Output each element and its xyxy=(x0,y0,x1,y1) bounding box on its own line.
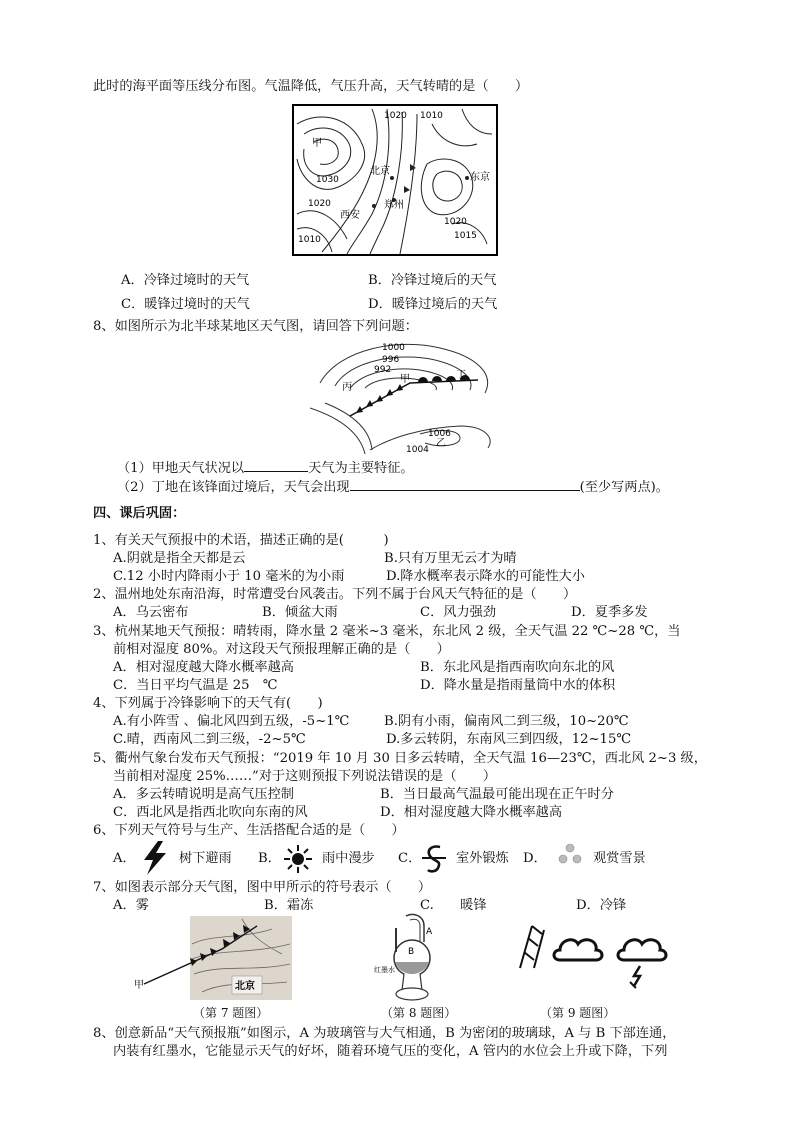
sub-question-1-text: （1）甲地天气状况以 xyxy=(117,461,245,476)
option-b: B．当日最高气温最可能出现在正午时分 xyxy=(380,787,614,802)
sub-question-1-tail: 天气为主要特征。 xyxy=(308,461,414,476)
map-label: 北京 xyxy=(370,166,390,177)
option-d: D． xyxy=(523,851,547,866)
option-d: D．相对湿度越大降水概率越高 xyxy=(380,805,563,820)
option-c: C． xyxy=(398,851,422,866)
map-label: 郑州 xyxy=(384,200,404,211)
sun-icon xyxy=(283,844,313,878)
map-label: 1015 xyxy=(454,231,477,241)
question-stem: 4、下列属于冷锋影响下的天气有( ) xyxy=(93,696,323,711)
answer-blank[interactable] xyxy=(350,477,580,491)
option-a: A．乌云密布 xyxy=(113,605,189,620)
answer-blank[interactable] xyxy=(244,458,308,472)
option-b: B．冷锋过境后的天气 xyxy=(368,273,497,288)
question-stem: 1、有关天气预报中的术语，描述正确的是( ) xyxy=(93,533,389,548)
option-b: B．倾盆大雨 xyxy=(262,605,338,620)
option-b: B.只有万里无云才为晴 xyxy=(384,551,517,566)
option-a-text: 树下避雨 xyxy=(179,851,232,866)
figure-8-bottle xyxy=(374,912,444,1008)
question-stem: 2、温州地处东南沿海，时常遭受台风袭击。下列不属于台风天气特征的是（ ） xyxy=(93,587,577,602)
option-b-text: 雨中漫步 xyxy=(322,851,375,866)
question-stem: 5、衢州气象台发布天气预报：“2019 年 10 月 30 日多云转晴，全天气温 16—23℃，西北风 2~3 级， xyxy=(93,751,707,766)
figure-caption: （第 7 题图） xyxy=(193,1006,269,1020)
map-label: 996 xyxy=(382,355,400,365)
option-a: A．相对湿度越大降水概率越高 xyxy=(113,660,294,675)
map-label: 1020 xyxy=(384,111,407,121)
map-label: 西安 xyxy=(340,210,360,221)
figure-9-weather-symbols xyxy=(512,922,678,998)
option-d-text: 观赏雪景 xyxy=(593,851,646,866)
option-c: C. 暖锋 xyxy=(420,898,487,913)
thunderstorm-icon xyxy=(138,840,172,880)
option-d: D.降水概率表示降水的可能性大小 xyxy=(386,569,585,584)
map-label: 丁 xyxy=(456,370,466,381)
question-stem: 8、如图所示为北半球某地区天气图，请回答下列问题： xyxy=(93,319,418,334)
question-stem-cont: 内装有红墨水，它能显示天气的好坏，随着环境气压的变化，A 管内的水位会上升或下降，下列 xyxy=(113,1044,668,1059)
option-d: D．降水量是指雨量筒中水的体积 xyxy=(420,678,616,693)
option-a: A．雾 xyxy=(113,898,149,913)
option-c: C．西北风是指西北吹向东南的风 xyxy=(113,805,308,820)
option-b: B．东北风是指西南吹向东北的风 xyxy=(420,660,615,675)
option-c: C.12 小时内降雨小于 10 毫米的为小雨 xyxy=(113,569,345,584)
map-label: 甲 xyxy=(400,374,410,385)
question-stem: 8、创意新品“天气预报瓶”如图示，A 为玻璃管与大气相通，B 为密闭的玻璃球，A 与 B 下部连通， xyxy=(93,1026,676,1041)
fig7-label: 甲 xyxy=(134,980,144,991)
map-label: 1000 xyxy=(382,343,405,353)
sub-question-1 xyxy=(117,458,414,478)
option-a: A.有小阵雪 、偏北风四到五级，-5~1℃ xyxy=(113,714,350,729)
option-d: D.多云转阴，东南风三到四级，12~15℃ xyxy=(386,732,632,747)
option-a: A． xyxy=(113,851,136,866)
figure-7-map xyxy=(132,914,294,1004)
option-c: C．当日平均气温是 25 ℃ xyxy=(113,678,278,693)
map-label: 1006 xyxy=(428,429,451,439)
option-d: D．暖锋过境后的天气 xyxy=(368,297,498,312)
map-label: 乙 xyxy=(436,438,446,449)
snow-icon xyxy=(555,842,585,872)
question-stem: 3、杭州某地天气预报：晴转雨，降水量 2 毫米~3 毫米，东北风 2 级，全天气温 22 ℃~28 ℃，当 xyxy=(93,624,681,639)
option-b: B.阴有小雨，偏南风二到三级，10~20℃ xyxy=(384,714,629,729)
option-c: C.晴，西南风二到三级，-2~5℃ xyxy=(113,732,306,747)
map-label: 1010 xyxy=(298,235,321,245)
section-title: 四、课后巩固： xyxy=(93,506,186,521)
fig8-label: B xyxy=(408,947,415,957)
option-a: A．多云转晴说明是高气压控制 xyxy=(113,787,294,802)
option-a: A.阴就是指全天都是云 xyxy=(113,551,246,566)
question-stem-cont: 当前相对湿度 25%……”对于这则预报下列说法错误的是（ ） xyxy=(113,769,497,784)
map-label: 东京 xyxy=(470,172,490,183)
question-stem: 6、下列天气符号与生产、生活搭配合适的是（ ） xyxy=(93,823,405,838)
sub-question-2-text: （2）丁地在该锋面过境后，天气会出现 xyxy=(117,480,350,495)
map-label: 1020 xyxy=(308,199,331,209)
isobar-map xyxy=(292,104,498,260)
option-c: C．风力强劲 xyxy=(420,605,497,620)
typhoon-icon xyxy=(420,842,448,878)
weather-front-map xyxy=(310,338,500,458)
map-label: 丙 xyxy=(342,382,352,393)
fig8-label: A xyxy=(426,927,433,937)
option-b: B． xyxy=(258,851,281,866)
map-label: 甲 xyxy=(312,138,322,149)
map-label: 1020 xyxy=(444,217,467,227)
sub-question-2 xyxy=(117,477,669,497)
map-label: 1030 xyxy=(316,175,339,185)
figure-caption: （第 8 题图） xyxy=(381,1006,457,1020)
fig8-label: 红墨水 xyxy=(374,966,395,974)
question-stem: 7、如图表示部分天气图，图中甲所示的符号表示（ ） xyxy=(93,880,432,895)
option-a: A．冷锋过境时的天气 xyxy=(121,273,250,288)
option-d: D．夏季多发 xyxy=(571,605,648,620)
fig7-label: 北京 xyxy=(235,981,255,992)
option-c: C．暖锋过境时的天气 xyxy=(121,297,250,312)
option-b: B．霜冻 xyxy=(264,898,314,913)
map-label: 992 xyxy=(374,365,392,375)
question-stem: 此时的海平面等压线分布图。气温降低，气压升高，天气转晴的是（ ） xyxy=(93,79,529,94)
sub-question-2-tail: (至少写两点)。 xyxy=(579,480,669,495)
option-d: D．冷锋 xyxy=(576,898,627,913)
figure-caption: （第 9 题图） xyxy=(540,1006,616,1020)
map-label: 1010 xyxy=(420,111,443,121)
option-c-text: 室外锻炼 xyxy=(456,851,509,866)
question-stem-cont: 前相对湿度 80%。对这段天气预报理解正确的是（ ） xyxy=(113,642,450,657)
map-label: 1004 xyxy=(406,445,429,454)
